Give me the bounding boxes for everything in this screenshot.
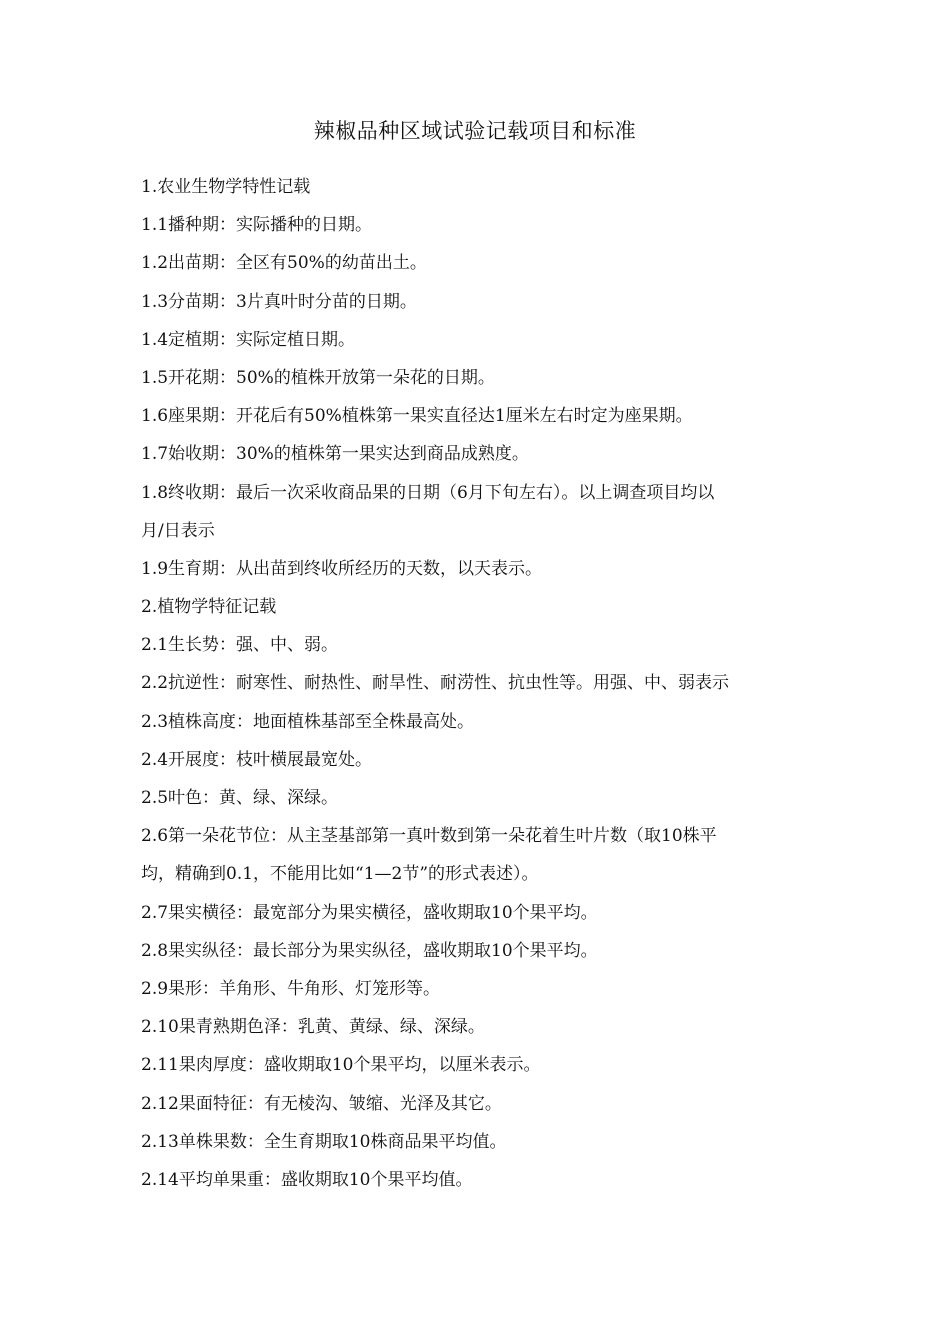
document-title: 辣椒品种区域试验记载项目和标准: [313, 119, 637, 143]
text-line: 1.1播种期：实际播种的日期。: [141, 215, 373, 236]
text-line: 2.13单株果数：全生育期取10株商品果平均值。: [141, 1131, 507, 1152]
text-line: 2.9果形：羊角形、牛角形、灯笼形等。: [141, 978, 441, 999]
text-line: 2.10果青熟期色泽：乳黄、黄绿、绿、深绿。: [141, 1017, 485, 1038]
text-line: 2.1生长势：强、中、弱。: [141, 635, 339, 656]
text-line: 均，精确到0.1，不能用比如“1—2节”的形式表述）。: [141, 864, 539, 885]
text-line: 1.9生育期：从出苗到终收所经历的天数，以天表示。: [141, 558, 543, 579]
text-line: 2.6第一朵花节位：从主茎基部第一真叶数到第一朵花着生叶片数（取10株平: [141, 826, 717, 847]
text-line: 2.7果实横径：最宽部分为果实横径，盛收期取10个果平均。: [141, 902, 598, 923]
text-line: 2.5叶色：黄、绿、深绿。: [141, 788, 339, 808]
text-line: 1.2出苗期：全区有50%的幼苗出土。: [141, 253, 427, 274]
text-line: 2.4开展度：枝叶横展最宽处。: [141, 749, 373, 770]
text-line: 1.3分苗期：3片真叶时分苗的日期。: [141, 291, 417, 312]
text-line: 1.8终收期：最后一次采收商品果的日期（6月下旬左右）。以上调查项目均以: [141, 482, 715, 503]
text-line: 2.11果肉厚度：盛收期取10个果平均，以厘米表示。: [141, 1055, 541, 1076]
text-line: 2.8果实纵径：最长部分为果实纵径，盛收期取10个果平均。: [141, 940, 598, 961]
text-line: 月/日表示: [141, 520, 215, 541]
text-line: 1.5开花期：50%的植株开放第一朵花的日期。: [141, 367, 495, 388]
text-line: 2.14平均单果重：盛收期取10个果平均值。: [141, 1169, 473, 1190]
text-line: 1.农业生物学特性记载: [141, 177, 311, 197]
text-line: 2.2抗逆性：耐寒性、耐热性、耐旱性、耐涝性、抗虫性等。用强、中、弱表示: [141, 673, 730, 694]
document-body: [141, 168, 811, 1199]
text-line: 2.3植株高度：地面植株基部至全株最高处。: [141, 711, 475, 732]
text-line: 1.7始收期：30%的植株第一果实达到商品成熟度。: [141, 444, 529, 465]
text-line: 2.12果面特征：有无棱沟、皱缩、光泽及其它。: [141, 1093, 502, 1114]
text-line: 2.植物学特征记载: [141, 597, 277, 618]
text-line: 1.4定植期：实际定植日期。: [141, 329, 356, 350]
text-line: 1.6座果期：开花后有50%植株第一果实直径达1厘米左右时定为座果期。: [141, 406, 693, 427]
